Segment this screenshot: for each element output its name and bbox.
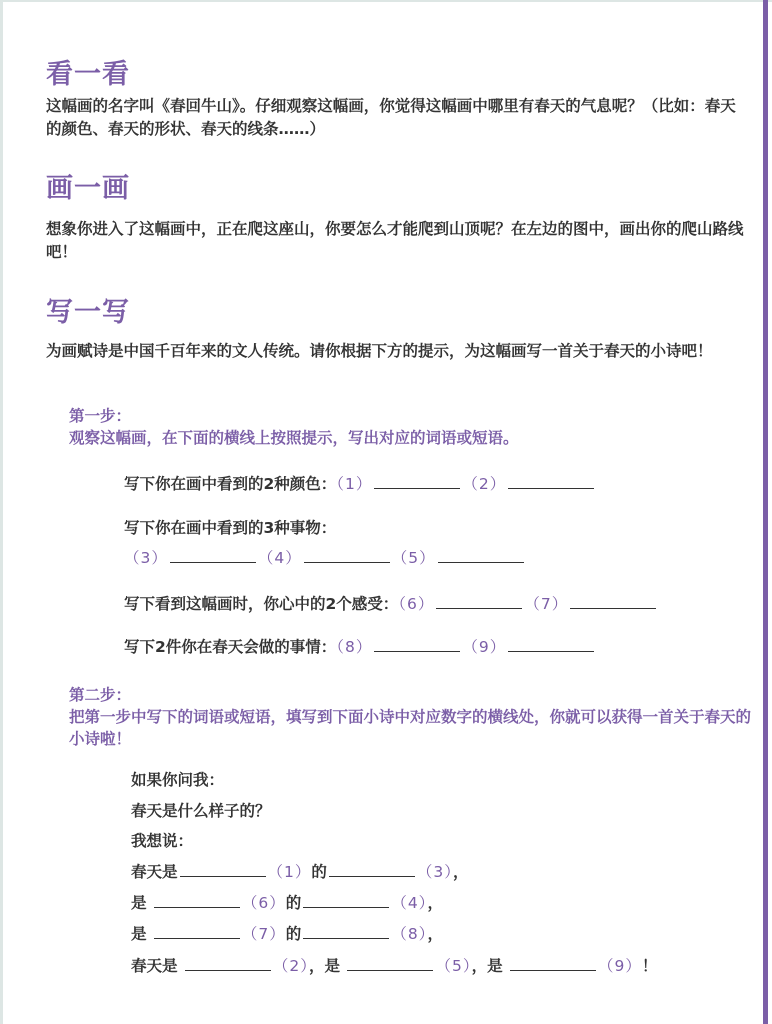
- num-5: （5）: [391, 549, 436, 567]
- blank-5[interactable]: [438, 548, 524, 563]
- poem-line-4: [131, 860, 469, 882]
- poem-line-6: [131, 922, 443, 944]
- section-title-look: 看一看: [46, 59, 130, 90]
- poem-line-2: 春天是什么样子的？: [131, 802, 271, 820]
- poem-num-1: （1）: [267, 863, 312, 881]
- num-8: （8）: [336, 638, 373, 656]
- step1-block: [69, 405, 759, 449]
- prompt-colors-label: 写下你在画中看到的2种颜色：: [124, 475, 337, 493]
- poem-blank-5[interactable]: [347, 956, 433, 971]
- step1-label: 第一步：: [69, 407, 132, 425]
- blank-9[interactable]: [508, 637, 594, 652]
- poem-text: ，是: [309, 957, 341, 975]
- blank-8[interactable]: [374, 637, 460, 652]
- poem-num-9: （9）: [598, 957, 642, 975]
- step2-label: 第二步：: [69, 686, 132, 704]
- poem-line-1: 如果你问我：: [131, 771, 225, 789]
- section-body-draw: 想象你进入了这幅画中，正在爬这座山，你要怎么才能爬到山顶呢？在左边的图中，画出你的爬山路线吧！: [46, 220, 744, 261]
- step1-text: 观察这幅画，在下面的横线上按照提示，写出对应的词语或短语。: [69, 429, 519, 447]
- poem-num-4: （4）: [391, 894, 428, 912]
- poem-num-8: （8）: [391, 925, 428, 943]
- section-body-look: 这幅画的名字叫《春回牛山》。仔细观察这幅画，你觉得这幅画中哪里有春天的气息呢？（比如：春天的颜色、春天的形状、春天的线条……）: [46, 97, 736, 138]
- prompt-things-label: 写下你在画中看到的3种事物：: [124, 519, 337, 537]
- blank-6[interactable]: [436, 594, 522, 609]
- poem-text: ，: [453, 863, 469, 881]
- num-1: （1）: [336, 475, 373, 493]
- poem-num-6: （6）: [241, 894, 286, 912]
- poem-num-3: （3）: [416, 863, 454, 881]
- poem-line-3: 我想说：: [131, 832, 194, 850]
- step2-text: 把第一步中写下的词语或短语，填写到下面小诗中对应数字的横线处，你就可以获得一首关于春天的小诗啦！: [69, 708, 752, 748]
- page-right-border: [763, 0, 768, 1024]
- prompt-colors: [124, 472, 596, 494]
- num-7: （7）: [524, 595, 569, 613]
- blank-1[interactable]: [374, 474, 460, 489]
- poem-blank-9[interactable]: [510, 956, 596, 971]
- prompt-activities: [124, 635, 596, 657]
- num-3: （3）: [124, 549, 168, 567]
- prompt-feelings: [124, 592, 658, 614]
- blank-2[interactable]: [508, 474, 594, 489]
- num-6: （6）: [398, 595, 435, 613]
- poem-num-7: （7）: [241, 925, 286, 943]
- poem-blank-6[interactable]: [154, 893, 240, 908]
- blank-3[interactable]: [170, 548, 256, 563]
- blank-4[interactable]: [304, 548, 390, 563]
- prompt-things-blanks: [124, 546, 526, 568]
- num-9: （9）: [462, 638, 507, 656]
- poem-blank-3[interactable]: [329, 862, 415, 877]
- poem-blank-1[interactable]: [180, 862, 266, 877]
- poem-text: 是: [131, 894, 147, 912]
- poem-text: 是: [131, 925, 147, 943]
- section-title-draw: 画一画: [46, 173, 130, 204]
- num-2: （2）: [462, 475, 507, 493]
- poem-blank-2[interactable]: [185, 956, 271, 971]
- prompt-feelings-label: 写下看到这幅画时，你心中的2个感受：: [124, 595, 399, 613]
- poem-text: ，是: [471, 957, 503, 975]
- poem-text: 春天是: [131, 863, 178, 881]
- poem-num-2: （2）: [272, 957, 310, 975]
- poem-blank-8[interactable]: [303, 924, 389, 939]
- poem-blank-7[interactable]: [154, 924, 240, 939]
- poem-line-5: [131, 891, 443, 913]
- prompt-activities-label: 写下2件你在春天会做的事情：: [124, 638, 337, 656]
- poem-text: ，: [427, 925, 443, 943]
- poem-num-5: （5）: [435, 957, 472, 975]
- poem-line-7: [131, 954, 657, 976]
- top-edge: [0, 0, 772, 2]
- poem-text: ！: [641, 957, 658, 975]
- left-edge: [0, 0, 3, 1024]
- poem-text: 的: [311, 863, 327, 881]
- poem-text: 春天是: [131, 957, 178, 975]
- step2-block: [69, 684, 759, 750]
- poem-text: 的: [285, 925, 302, 943]
- poem-blank-4[interactable]: [303, 893, 389, 908]
- poem-text: 的: [285, 894, 302, 912]
- prompt-things: [124, 516, 336, 538]
- poem-text: ，: [427, 894, 443, 912]
- section-body-write: 为画赋诗是中国千百年来的文人传统。请你根据下方的提示，为这幅画写一首关于春天的小诗吧！: [46, 342, 713, 360]
- section-title-write: 写一写: [46, 297, 130, 328]
- blank-7[interactable]: [570, 594, 656, 609]
- num-4: （4）: [257, 549, 302, 567]
